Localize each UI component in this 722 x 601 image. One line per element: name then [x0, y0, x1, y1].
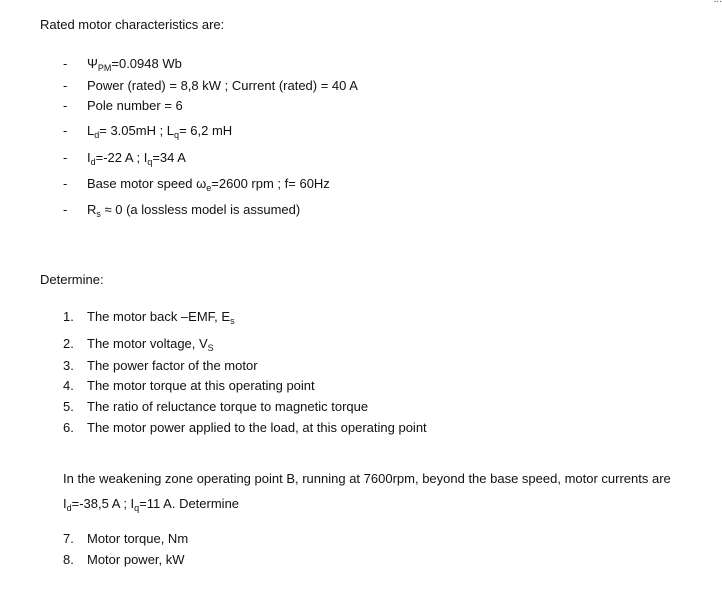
psi-subscript: PM: [97, 63, 112, 73]
question-text: The motor power applied to the load, at this operating point: [87, 420, 427, 435]
speed-label: Base motor speed ω: [87, 176, 207, 191]
bullet-inductance: [87, 123, 232, 139]
question-item: [87, 358, 258, 374]
rs-value: ≈ 0 (a lossless model is assumed): [100, 202, 301, 217]
corner-mark: [714, 0, 722, 5]
question-number: 8.: [63, 552, 74, 567]
id-value: =-22 A ; I: [95, 150, 148, 165]
question-item: [87, 309, 235, 325]
rs-subscript: s: [96, 209, 101, 219]
bullet-marker: -: [63, 98, 68, 113]
question-item: [87, 336, 214, 352]
omega-subscript: e: [206, 183, 212, 193]
intro-text: Rated motor characteristics are:: [40, 17, 225, 32]
question-item: [87, 420, 427, 436]
question-subscript: S: [207, 343, 214, 353]
bullet-marker: -: [63, 202, 68, 217]
weakening-paragraph: In the weakening zone operating point B, running at 7600rpm, beyond the base speed, motor currents are: [63, 471, 671, 486]
bullet-marker: -: [63, 78, 68, 93]
iq-value: =34 A: [152, 150, 186, 165]
question-number: 3.: [63, 358, 74, 373]
speed-value: =2600 rpm ; f= 60Hz: [211, 176, 330, 191]
question-number: 7.: [63, 531, 74, 546]
question-number: 5.: [63, 399, 74, 414]
bullet-psi: [87, 56, 182, 72]
question-number: 6.: [63, 420, 74, 435]
iq-b-value: =11 A. Determine: [139, 496, 240, 511]
weakening-currents: [63, 496, 239, 512]
bullet-poles: Pole number = 6: [87, 98, 183, 113]
bullet-power: Power (rated) = 8,8 kW ; Current (rated) = 40 A: [87, 78, 358, 93]
id-b-value: =-38,5 A ; I: [71, 496, 135, 511]
question-item: Motor power, kW: [87, 552, 185, 567]
question-number: 4.: [63, 378, 74, 393]
bullet-resistance: [87, 202, 300, 218]
iq-subscript: q: [147, 157, 153, 167]
bullet-marker: -: [63, 176, 68, 191]
id-b-subscript: d: [66, 503, 72, 513]
determine-label: Determine:: [40, 272, 104, 287]
question-item: Motor torque, Nm: [87, 531, 189, 546]
ld-subscript: d: [94, 130, 100, 140]
id-b-symbol: I: [63, 496, 67, 511]
question-text: The ratio of reluctance torque to magnetic torque: [87, 399, 369, 414]
psi-value: =0.0948 Wb: [111, 56, 182, 71]
question-text: The motor voltage, V: [87, 336, 208, 351]
ld-symbol: L: [87, 123, 95, 138]
bullet-marker: -: [63, 123, 68, 138]
question-item: [87, 399, 368, 415]
question-number: 1.: [63, 309, 74, 324]
id-subscript: d: [90, 157, 96, 167]
bullet-marker: -: [63, 56, 68, 71]
question-item: [87, 378, 315, 394]
id-symbol: I: [87, 150, 91, 165]
bullet-currents: [87, 150, 186, 166]
question-subscript: s: [230, 316, 235, 326]
bullet-speed: [87, 176, 330, 192]
question-text: The power factor of the motor: [87, 358, 258, 373]
question-number: 2.: [63, 336, 74, 351]
psi-symbol: Ψ: [87, 56, 98, 71]
lq-value: = 6,2 mH: [179, 123, 233, 138]
question-text: The motor back –EMF, E: [87, 309, 231, 324]
iq-b-subscript: q: [134, 503, 140, 513]
ld-value: = 3.05mH ; L: [99, 123, 175, 138]
question-text: The motor torque at this operating point: [87, 378, 315, 393]
lq-subscript: q: [174, 130, 180, 140]
rs-symbol: R: [87, 202, 97, 217]
bullet-marker: -: [63, 150, 68, 165]
